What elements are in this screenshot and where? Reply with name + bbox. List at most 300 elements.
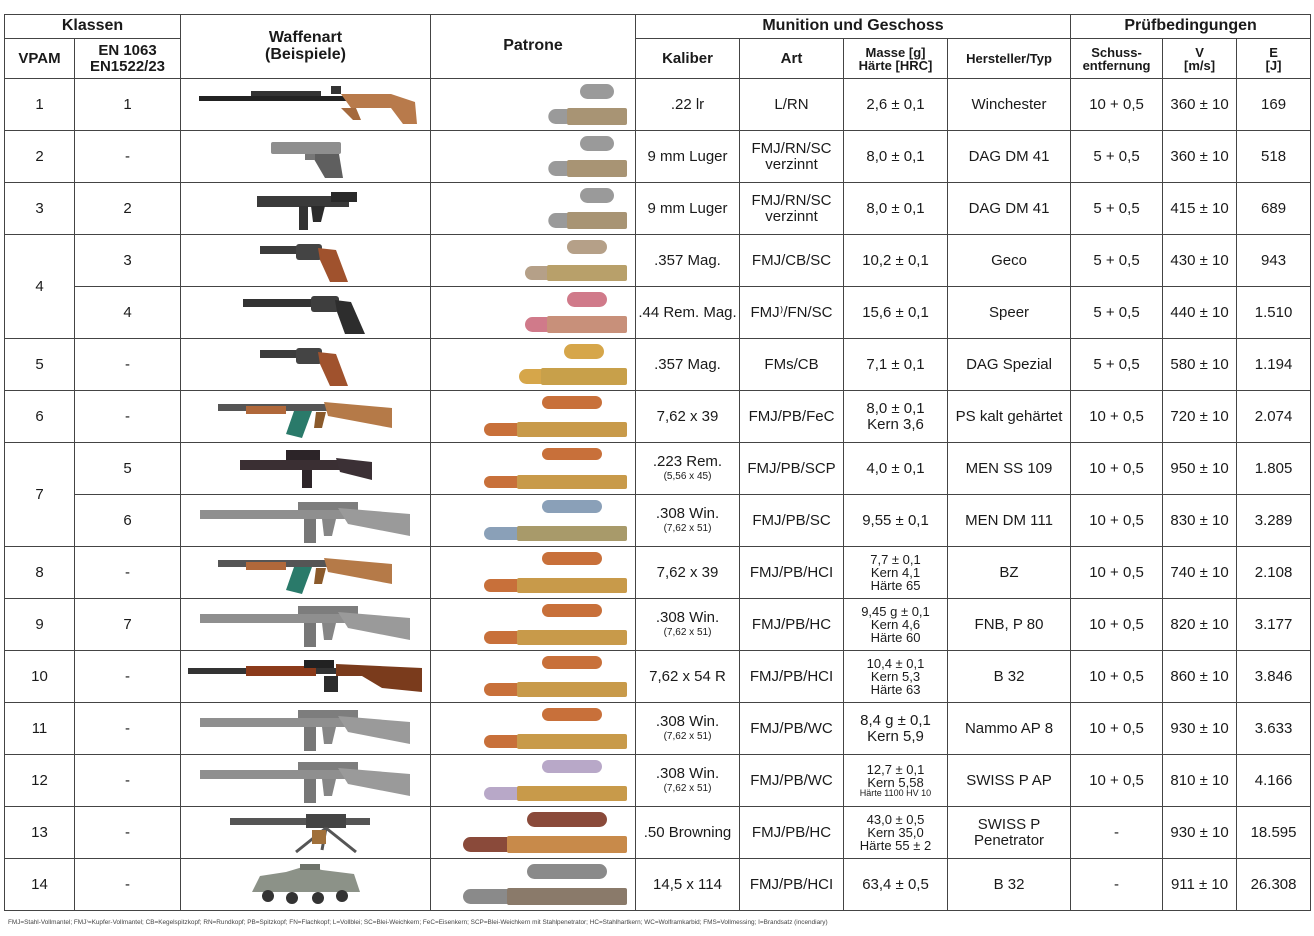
masse-line: Kern 4,6: [870, 617, 921, 632]
kaliber-cell: [636, 547, 740, 599]
en-cell: -: [75, 703, 181, 755]
weapon-cell: [181, 79, 431, 131]
kaliber-cell: [636, 339, 740, 391]
v-cell: 740 ± 10: [1163, 547, 1237, 599]
kaliber-value: .308 Win.: [655, 609, 720, 627]
cartridge-rifle-blue-icon: [431, 498, 635, 544]
kaliber-value: .357 Mag.: [654, 355, 721, 373]
kaliber-value: .44 Rem. Mag.: [638, 303, 737, 321]
cartridge-cell: [431, 391, 636, 443]
masse-line: Härte 65: [870, 578, 921, 593]
masse-line: Kern 5,3: [870, 669, 921, 684]
art-cell: L/RN: [740, 79, 844, 131]
masse-line: 12,7 ± 0,1: [866, 762, 925, 777]
kaliber-metric: (7,62 x 51): [663, 523, 712, 535]
v-cell: 360 ± 10: [1163, 131, 1237, 183]
schuss-cell: 10 + 0,5: [1071, 651, 1163, 703]
table-row: [5, 755, 1311, 807]
table-row: [5, 703, 1311, 755]
header-vpam: VPAM: [5, 39, 75, 79]
en-cell: -: [75, 131, 181, 183]
masse-line: 15,6 ± 0,1: [862, 303, 929, 321]
art-cell: FMJ/PB/HC: [740, 599, 844, 651]
cartridge-small-grey-icon: [431, 134, 635, 180]
masse-cell: [844, 599, 948, 651]
table-row: [5, 183, 1311, 235]
kaliber-cell: [636, 703, 740, 755]
header-schuss-line2: entfernung: [1082, 57, 1151, 73]
cartridge-rifle-violet-icon: [431, 758, 635, 804]
kaliber-metric: (7,62 x 51): [663, 627, 712, 639]
revolver-long-icon: [181, 290, 430, 336]
art-cell: FMJ/PB/HCI: [740, 651, 844, 703]
vpam-cell: 7: [5, 443, 75, 547]
art-cell: FMJ/CB/SC: [740, 235, 844, 287]
weapon-cell: [181, 495, 431, 547]
masse-line: Härte 1100 HV 10: [859, 788, 932, 798]
schuss-cell: 5 + 0,5: [1071, 235, 1163, 287]
header-hersteller: Hersteller/Typ: [948, 39, 1071, 79]
art-cell: FMJ/PB/SC: [740, 495, 844, 547]
kaliber-value: 9 mm Luger: [647, 147, 728, 165]
masse-line: 9,55 ± 0,1: [862, 511, 929, 529]
weapon-cell: [181, 235, 431, 287]
kaliber-value: .50 Browning: [643, 823, 732, 841]
cartridge-big-grey-icon: [431, 862, 635, 908]
kaliber-cell: [636, 131, 740, 183]
g3-icon: [181, 602, 430, 648]
cartridge-cell: [431, 339, 636, 391]
art-cell: FMJ/PB/FeC: [740, 391, 844, 443]
schuss-cell: 10 + 0,5: [1071, 79, 1163, 131]
masse-line: Kern 35,0: [867, 825, 924, 840]
masse-cell: [844, 807, 948, 859]
weapon-cell: [181, 703, 431, 755]
ak-icon: [181, 550, 430, 596]
masse-line: 10,4 ± 0,1: [866, 656, 925, 671]
kaliber-metric: (7,62 x 51): [663, 731, 712, 743]
cartridge-rifle-copper-icon: [431, 654, 635, 700]
v-cell: 580 ± 10: [1163, 339, 1237, 391]
e-cell: 26.308: [1237, 859, 1311, 911]
en-cell: -: [75, 651, 181, 703]
kaliber-value: 9 mm Luger: [647, 199, 728, 217]
g3-icon: [181, 758, 430, 804]
cartridge-cell: [431, 651, 636, 703]
hersteller-cell: DAG DM 41: [948, 183, 1071, 235]
schuss-cell: 5 + 0,5: [1071, 339, 1163, 391]
header-masse: [844, 39, 948, 79]
cartridge-small-grey-icon: [431, 82, 635, 128]
e-cell: 3.633: [1237, 703, 1311, 755]
masse-line: 7,1 ± 0,1: [866, 355, 925, 373]
en-cell: -: [75, 391, 181, 443]
masse-cell: [844, 235, 948, 287]
e-cell: 518: [1237, 131, 1311, 183]
vpam-cell: 3: [5, 183, 75, 235]
e-cell: 3.177: [1237, 599, 1311, 651]
kaliber-value: 7,62 x 39: [656, 563, 719, 581]
hersteller-cell: Geco: [948, 235, 1071, 287]
schuss-cell: 5 + 0,5: [1071, 183, 1163, 235]
art-cell: FMJ/PB/WC: [740, 755, 844, 807]
table-body: [5, 79, 1311, 911]
table-row: [5, 287, 1311, 339]
masse-line: 8,0 ± 0,1: [866, 399, 925, 417]
kaliber-cell: [636, 651, 740, 703]
schuss-cell: 10 + 0,5: [1071, 443, 1163, 495]
masse-line: Kern 3,6: [867, 415, 924, 433]
en-cell: -: [75, 807, 181, 859]
cartridge-cell: [431, 443, 636, 495]
art-cell: FMJ/PB/HCI: [740, 859, 844, 911]
header-e: [1237, 39, 1311, 79]
masse-cell: [844, 755, 948, 807]
art-cell: FMJ/RN/SC verzinnt: [740, 183, 844, 235]
en-cell: -: [75, 859, 181, 911]
kaliber-value: .308 Win.: [655, 505, 720, 523]
cartridge-rifle-copper-icon: [431, 706, 635, 752]
hersteller-cell: MEN SS 109: [948, 443, 1071, 495]
art-cell: FMJ⁾/FN/SC: [740, 287, 844, 339]
cartridge-small-grey-icon: [431, 186, 635, 232]
table-row: [5, 495, 1311, 547]
art-cell: FMJ/PB/HCI: [740, 547, 844, 599]
vpam-cell: 12: [5, 755, 75, 807]
cartridge-revolver-brass-icon: [431, 342, 635, 388]
cartridge-rifle-green-icon: [431, 446, 635, 492]
weapon-cell: [181, 859, 431, 911]
g36-icon: [181, 446, 430, 492]
header-art: Art: [740, 39, 844, 79]
hersteller-cell: SWISS P Penetrator: [948, 807, 1071, 859]
header-waffenart-line1: Waffenart: [268, 28, 343, 46]
revolver-icon: [181, 238, 430, 284]
smg-icon: [181, 186, 430, 232]
en-cell: 6: [75, 495, 181, 547]
masse-line: Härte 60: [870, 630, 921, 645]
vpam-cell: 13: [5, 807, 75, 859]
hersteller-cell: B 32: [948, 859, 1071, 911]
ak-icon: [181, 394, 430, 440]
weapon-cell: [181, 651, 431, 703]
cartridge-cell: [431, 235, 636, 287]
hersteller-cell: BZ: [948, 547, 1071, 599]
hersteller-cell: PS kalt gehärtet: [948, 391, 1071, 443]
table-row: [5, 443, 1311, 495]
v-cell: 360 ± 10: [1163, 79, 1237, 131]
header-row-1: [5, 15, 1311, 39]
table-row: [5, 79, 1311, 131]
schuss-cell: -: [1071, 859, 1163, 911]
header-pruef: Prüfbedingungen: [1071, 15, 1311, 39]
revolver-icon: [181, 342, 430, 388]
en-cell: 7: [75, 599, 181, 651]
table-row: [5, 651, 1311, 703]
kaliber-cell: [636, 391, 740, 443]
e-cell: 18.595: [1237, 807, 1311, 859]
header-v: [1163, 39, 1237, 79]
weapon-cell: [181, 131, 431, 183]
hersteller-cell: Winchester: [948, 79, 1071, 131]
masse-line: 8,0 ± 0,1: [866, 147, 925, 165]
vpam-cell: 10: [5, 651, 75, 703]
kaliber-cell: [636, 287, 740, 339]
weapon-cell: [181, 183, 431, 235]
masse-cell: [844, 287, 948, 339]
header-e-line2: [J]: [1265, 57, 1282, 73]
hersteller-cell: DAG Spezial: [948, 339, 1071, 391]
kaliber-cell: [636, 235, 740, 287]
kaliber-value: 7,62 x 39: [656, 407, 719, 425]
v-cell: 810 ± 10: [1163, 755, 1237, 807]
schuss-cell: 10 + 0,5: [1071, 703, 1163, 755]
masse-line: 43,0 ± 0,5: [866, 812, 925, 827]
kaliber-cell: [636, 79, 740, 131]
v-cell: 415 ± 10: [1163, 183, 1237, 235]
art-cell: FMJ/RN/SC verzinnt: [740, 131, 844, 183]
weapon-cell: [181, 339, 431, 391]
header-en-line2: EN1522/23: [89, 57, 166, 75]
cartridge-revolver-icon: [431, 238, 635, 284]
e-cell: 1.194: [1237, 339, 1311, 391]
e-cell: 4.166: [1237, 755, 1311, 807]
header-v-line2: [m/s]: [1184, 57, 1216, 73]
cartridge-cell: [431, 755, 636, 807]
v-cell: 820 ± 10: [1163, 599, 1237, 651]
e-cell: 1.805: [1237, 443, 1311, 495]
en-cell: -: [75, 547, 181, 599]
weapon-cell: [181, 391, 431, 443]
cartridge-cell: [431, 495, 636, 547]
schuss-cell: 10 + 0,5: [1071, 755, 1163, 807]
hersteller-cell: MEN DM 111: [948, 495, 1071, 547]
v-cell: 430 ± 10: [1163, 235, 1237, 287]
kaliber-value: .22 lr: [670, 95, 705, 113]
e-cell: 3.846: [1237, 651, 1311, 703]
masse-line: 7,7 ± 0,1: [870, 552, 921, 567]
v-cell: 930 ± 10: [1163, 703, 1237, 755]
schuss-cell: 10 + 0,5: [1071, 391, 1163, 443]
masse-line: 8,0 ± 0,1: [866, 199, 925, 217]
schuss-cell: 10 + 0,5: [1071, 495, 1163, 547]
table-row: [5, 131, 1311, 183]
pistol-icon: [181, 134, 430, 180]
header-klassen: Klassen: [5, 15, 181, 39]
table-row: [5, 391, 1311, 443]
header-waffenart: [181, 15, 431, 79]
hersteller-cell: B 32: [948, 651, 1071, 703]
masse-line: Kern 5,9: [867, 727, 924, 745]
weapon-cell: [181, 599, 431, 651]
v-cell: 830 ± 10: [1163, 495, 1237, 547]
air-rifle-icon: [181, 82, 430, 128]
art-cell: FMJ/PB/SCP: [740, 443, 844, 495]
header-en: [75, 39, 181, 79]
cartridge-cell: [431, 807, 636, 859]
cartridge-cell: [431, 183, 636, 235]
masse-line: 63,4 ± 0,5: [862, 875, 929, 893]
masse-line: 9,45 g ± 0,1: [861, 604, 930, 619]
cartridge-cell: [431, 79, 636, 131]
table-row: [5, 807, 1311, 859]
kaliber-metric: (5,56 x 45): [663, 471, 712, 483]
header-waffenart-line2: (Beispiele): [265, 45, 346, 63]
cartridge-cell: [431, 131, 636, 183]
en-cell: 2: [75, 183, 181, 235]
en-cell: -: [75, 339, 181, 391]
e-cell: 943: [1237, 235, 1311, 287]
cartridge-cell: [431, 287, 636, 339]
masse-cell: [844, 703, 948, 755]
masse-cell: [844, 495, 948, 547]
v-cell: 911 ± 10: [1163, 859, 1237, 911]
kaliber-cell: [636, 495, 740, 547]
masse-cell: [844, 183, 948, 235]
kaliber-value: .357 Mag.: [654, 251, 721, 269]
en-cell: 4: [75, 287, 181, 339]
cartridge-rifle-black-icon: [431, 602, 635, 648]
kaliber-cell: [636, 443, 740, 495]
cartridge-cell: [431, 547, 636, 599]
protection-class-table: [4, 14, 1311, 911]
header-munition: Munition und Geschoss: [636, 15, 1071, 39]
schuss-cell: 5 + 0,5: [1071, 131, 1163, 183]
hersteller-cell: Speer: [948, 287, 1071, 339]
apc-icon: [181, 862, 430, 908]
vpam-cell: 4: [5, 235, 75, 339]
vpam-cell: 1: [5, 79, 75, 131]
vpam-cell: 6: [5, 391, 75, 443]
weapon-cell: [181, 547, 431, 599]
cartridge-cell: [431, 599, 636, 651]
header-e-line1: E: [1269, 44, 1278, 60]
table-row: [5, 339, 1311, 391]
cartridge-cell: [431, 859, 636, 911]
weapon-cell: [181, 287, 431, 339]
header-kaliber: Kaliber: [636, 39, 740, 79]
masse-cell: [844, 131, 948, 183]
e-cell: 169: [1237, 79, 1311, 131]
g3-icon: [181, 706, 430, 752]
cartridge-rifle-copper-icon: [431, 550, 635, 596]
masse-line: 2,6 ± 0,1: [866, 95, 925, 113]
header-v-line1: V: [1195, 44, 1204, 60]
cartridge-cell: [431, 703, 636, 755]
masse-line: Härte 55 ± 2: [859, 838, 932, 853]
vpam-cell: 9: [5, 599, 75, 651]
v-cell: 440 ± 10: [1163, 287, 1237, 339]
masse-line: 8,4 g ± 0,1: [860, 711, 931, 729]
schuss-cell: 10 + 0,5: [1071, 599, 1163, 651]
kaliber-cell: [636, 807, 740, 859]
kaliber-value: .308 Win.: [655, 713, 720, 731]
v-cell: 950 ± 10: [1163, 443, 1237, 495]
masse-line: Kern 5,58: [867, 775, 924, 790]
masse-line: Härte 63: [870, 682, 921, 697]
masse-cell: [844, 547, 948, 599]
header-masse-line1: Masse [g]: [865, 44, 926, 60]
masse-line: 10,2 ± 0,1: [862, 251, 929, 269]
v-cell: 720 ± 10: [1163, 391, 1237, 443]
table-row: [5, 599, 1311, 651]
kaliber-cell: [636, 755, 740, 807]
en-cell: 5: [75, 443, 181, 495]
protection-class-table-wrapper: [4, 14, 1310, 911]
en-cell: 3: [75, 235, 181, 287]
header-patrone: Patrone: [431, 15, 636, 79]
table-row: [5, 235, 1311, 287]
cartridge-revolver-pink-icon: [431, 290, 635, 336]
kaliber-metric: (7,62 x 51): [663, 783, 712, 795]
v-cell: 860 ± 10: [1163, 651, 1237, 703]
table-row: [5, 547, 1311, 599]
art-cell: FMJ/PB/WC: [740, 703, 844, 755]
en-cell: -: [75, 755, 181, 807]
vpam-cell: 11: [5, 703, 75, 755]
masse-cell: [844, 859, 948, 911]
hersteller-cell: Nammo AP 8: [948, 703, 1071, 755]
vpam-cell: 8: [5, 547, 75, 599]
kaliber-value: 14,5 x 114: [653, 875, 722, 893]
masse-cell: [844, 339, 948, 391]
vpam-cell: 5: [5, 339, 75, 391]
cartridge-big-black-icon: [431, 810, 635, 856]
schuss-cell: -: [1071, 807, 1163, 859]
weapon-cell: [181, 443, 431, 495]
table-row: [5, 859, 1311, 911]
art-cell: FMs/CB: [740, 339, 844, 391]
kaliber-cell: [636, 183, 740, 235]
header-schuss-line1: Schuss-: [1091, 44, 1142, 60]
hersteller-cell: SWISS P AP: [948, 755, 1071, 807]
kaliber-value: .308 Win.: [655, 765, 720, 783]
cartridge-rifle-copper-icon: [431, 394, 635, 440]
masse-cell: [844, 443, 948, 495]
weapon-cell: [181, 807, 431, 859]
footnote: FMJ=Stahl-Vollmantel; FMJ⁾=Kupfer-Vollmantel; CB=Kegelspitzkopf; RN=Rundkopf; PB=Spitzkopf; FN=Flachkopf; L=Vollblei; SC=Blei-Weichkern; FeC=Eisenkern; SCP=Blei-Weichkern mit Stahlpenetrator; HC=Stahlhartkern; WC=Wolframkarbid; FMS=Vollmessing; I=Brandsatz (incendiary): [8, 919, 828, 926]
masse-cell: [844, 391, 948, 443]
hersteller-cell: DAG DM 41: [948, 131, 1071, 183]
kaliber-cell: [636, 859, 740, 911]
header-masse-line2: Härte [HRC]: [858, 57, 933, 73]
e-cell: 1.510: [1237, 287, 1311, 339]
mg-icon: [181, 810, 430, 856]
e-cell: 3.289: [1237, 495, 1311, 547]
kaliber-value: 7,62 x 54 R: [649, 667, 726, 685]
g3-icon: [181, 498, 430, 544]
hersteller-cell: FNB, P 80: [948, 599, 1071, 651]
e-cell: 689: [1237, 183, 1311, 235]
v-cell: 930 ± 10: [1163, 807, 1237, 859]
header-schuss: [1071, 39, 1163, 79]
art-cell: FMJ/PB/HC: [740, 807, 844, 859]
dragunov-icon: [181, 654, 430, 700]
masse-line: 4,0 ± 0,1: [866, 459, 925, 477]
e-cell: 2.108: [1237, 547, 1311, 599]
vpam-cell: 2: [5, 131, 75, 183]
kaliber-value: .223 Rem.: [652, 453, 723, 471]
masse-cell: [844, 79, 948, 131]
schuss-cell: 5 + 0,5: [1071, 287, 1163, 339]
schuss-cell: 10 + 0,5: [1071, 547, 1163, 599]
header-en-line1: EN 1063: [98, 41, 157, 59]
vpam-cell: 14: [5, 859, 75, 911]
masse-line: Kern 4,1: [870, 565, 921, 580]
weapon-cell: [181, 755, 431, 807]
kaliber-cell: [636, 599, 740, 651]
en-cell: 1: [75, 79, 181, 131]
